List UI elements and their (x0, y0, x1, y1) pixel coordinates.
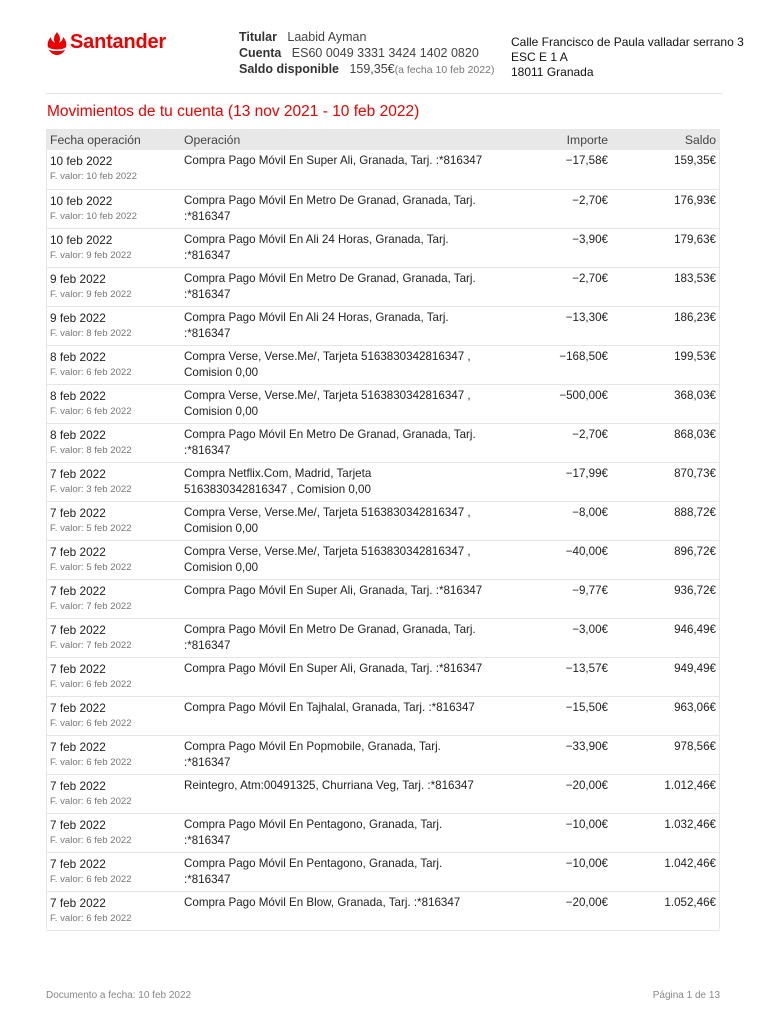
balance-cell: 946,49€ (612, 618, 720, 657)
operation-line-1: Compra Pago Móvil En Metro De Granad, Granada, Tarj. (184, 622, 476, 636)
table-row (46, 150, 720, 189)
operation-line-1: Compra Verse, Verse.Me/, Tarjeta 5163830342816347 , (184, 349, 471, 363)
balance-cell: 936,72€ (612, 579, 720, 618)
operation-date: 7 feb 2022 (50, 895, 106, 910)
operation-date: 7 feb 2022 (50, 856, 106, 871)
date-cell (46, 228, 180, 267)
operation-line-1: Compra Pago Móvil En Super Ali, Granada, Tarj. :*816347 (184, 583, 483, 597)
amount-cell: −168,50€ (520, 345, 612, 384)
table-row (46, 423, 720, 462)
operation-cell (180, 813, 520, 852)
operation-line-2: :*816347 (184, 209, 231, 223)
operation-line-1: Compra Pago Móvil En Pentagono, Granada, Tarj. (184, 817, 443, 831)
amount-cell: −10,00€ (520, 852, 612, 891)
operation-line-2: Comision 0,00 (184, 521, 259, 535)
table-row (46, 228, 720, 267)
table-row (46, 774, 720, 813)
amount-cell: −8,00€ (520, 501, 612, 540)
operation-line-1: Compra Pago Móvil En Popmobile, Granada, Tarj. (184, 739, 441, 753)
operation-line-1: Compra Netflix.Com, Madrid, Tarjeta (184, 466, 372, 480)
operation-cell (180, 267, 520, 306)
santander-logo (46, 30, 186, 60)
page-number: Página 1 de 13 (652, 990, 720, 1001)
amount-cell: −20,00€ (520, 891, 612, 930)
amount-cell: −20,00€ (520, 774, 612, 813)
operation-date: 7 feb 2022 (50, 661, 106, 676)
table-row (46, 540, 720, 579)
balance-cell: 159,35€ (612, 150, 720, 189)
operation-line-2: Comision 0,00 (184, 404, 259, 418)
table-row (46, 735, 720, 774)
holder-value: Laabid Ayman (287, 30, 367, 44)
operation-cell (180, 735, 520, 774)
operation-line-2: Comision 0,00 (184, 560, 259, 574)
date-cell (46, 501, 180, 540)
operation-cell (180, 189, 520, 228)
table-row (46, 696, 720, 735)
table-row (46, 384, 720, 423)
balance-value: 159,35€ (349, 62, 395, 76)
operation-cell (180, 774, 520, 813)
operation-cell (180, 891, 520, 930)
col-header-balance: Saldo (612, 129, 720, 150)
account-label: Cuenta (239, 46, 282, 60)
section-title: Movimientos de tu cuenta (13 nov 2021 - 10 feb 2022) (47, 103, 420, 120)
amount-cell: −13,57€ (520, 657, 612, 696)
operation-cell (180, 345, 520, 384)
value-date: F. valor: 7 feb 2022 (50, 639, 132, 651)
operation-date: 10 feb 2022 (50, 154, 113, 168)
value-date: F. valor: 6 feb 2022 (50, 717, 132, 729)
value-date: F. valor: 9 feb 2022 (50, 249, 132, 261)
operation-date: 8 feb 2022 (50, 427, 106, 442)
table-row (46, 618, 720, 657)
brand-name: Santander (70, 31, 167, 53)
header-divider (46, 93, 722, 94)
operation-date: 7 feb 2022 (50, 700, 106, 715)
balance-cell: 870,73€ (612, 462, 720, 501)
value-date: F. valor: 6 feb 2022 (50, 405, 132, 417)
operation-cell (180, 306, 520, 345)
operation-line-1: Compra Pago Móvil En Ali 24 Horas, Granada, Tarj. (184, 310, 449, 324)
date-cell (46, 813, 180, 852)
holder-label: Titular (239, 30, 277, 44)
col-header-amount: Importe (520, 129, 612, 150)
operation-cell (180, 150, 520, 189)
value-date: F. valor: 5 feb 2022 (50, 522, 132, 534)
operation-line-2: :*816347 (184, 833, 231, 847)
operation-date: 7 feb 2022 (50, 778, 106, 793)
santander-flame-icon (46, 31, 68, 57)
table-row (46, 189, 720, 228)
operation-date: 10 feb 2022 (50, 193, 113, 208)
value-date: F. valor: 6 feb 2022 (50, 834, 132, 846)
postal-address (511, 35, 744, 80)
value-date: F. valor: 9 feb 2022 (50, 288, 132, 300)
operation-cell (180, 384, 520, 423)
value-date: F. valor: 6 feb 2022 (50, 795, 132, 807)
date-cell (46, 267, 180, 306)
date-cell (46, 150, 180, 189)
table-row (46, 501, 720, 540)
date-cell (46, 696, 180, 735)
table-row (46, 306, 720, 345)
date-cell (46, 774, 180, 813)
balance-cell: 179,63€ (612, 228, 720, 267)
operation-date: 7 feb 2022 (50, 505, 106, 520)
operation-line-1: Compra Verse, Verse.Me/, Tarjeta 5163830342816347 , (184, 388, 471, 402)
balance-cell: 1.042,46€ (612, 852, 720, 891)
operation-date: 7 feb 2022 (50, 544, 106, 559)
operation-line-2: :*816347 (184, 638, 231, 652)
amount-cell: −500,00€ (520, 384, 612, 423)
table-row (46, 345, 720, 384)
amount-cell: −17,99€ (520, 462, 612, 501)
table-row (46, 657, 720, 696)
date-cell (46, 540, 180, 579)
operation-date: 8 feb 2022 (50, 388, 106, 403)
col-header-date: Fecha operación (46, 129, 180, 150)
operation-line-1: Compra Pago Móvil En Ali 24 Horas, Granada, Tarj. (184, 232, 449, 246)
amount-cell: −17,58€ (520, 150, 612, 189)
value-date: F. valor: 3 feb 2022 (50, 483, 132, 495)
amount-cell: −2,70€ (520, 267, 612, 306)
operation-cell (180, 228, 520, 267)
document-date: Documento a fecha: 10 feb 2022 (46, 990, 192, 1001)
balance-cell: 1.052,46€ (612, 891, 720, 930)
balance-label: Saldo disponible (239, 62, 340, 76)
operation-line-1: Compra Pago Móvil En Blow, Granada, Tarj. :*816347 (184, 895, 461, 909)
balance-cell: 368,03€ (612, 384, 720, 423)
operation-date: 7 feb 2022 (50, 583, 106, 598)
operation-cell (180, 423, 520, 462)
date-cell (46, 618, 180, 657)
value-date: F. valor: 6 feb 2022 (50, 366, 132, 378)
operation-line-1: Compra Pago Móvil En Metro De Granad, Granada, Tarj. (184, 193, 476, 207)
date-cell (46, 423, 180, 462)
operation-line-2: :*816347 (184, 248, 231, 262)
date-cell (46, 462, 180, 501)
balance-cell: 1.012,46€ (612, 774, 720, 813)
account-number: ES60 0049 3331 3424 1402 0820 (291, 46, 479, 60)
amount-cell: −3,90€ (520, 228, 612, 267)
value-date: F. valor: 6 feb 2022 (50, 873, 132, 885)
operation-cell (180, 618, 520, 657)
amount-cell: −2,70€ (520, 189, 612, 228)
operation-line-1: Reintegro, Atm:00491325, Churriana Veg, Tarj. :*816347 (184, 778, 474, 792)
address-line-2: ESC E 1 A (511, 50, 568, 64)
value-date: F. valor: 6 feb 2022 (50, 912, 132, 924)
operation-line-1: Compra Pago Móvil En Super Ali, Granada, Tarj. :*816347 (184, 661, 483, 675)
date-cell (46, 891, 180, 930)
table-row (46, 852, 720, 891)
amount-cell: −15,50€ (520, 696, 612, 735)
balance-cell: 978,56€ (612, 735, 720, 774)
col-header-operation: Operación (180, 129, 520, 150)
operation-cell (180, 501, 520, 540)
balance-cell: 868,03€ (612, 423, 720, 462)
operation-line-1: Compra Pago Móvil En Tajhalal, Granada, Tarj. :*816347 (184, 700, 475, 714)
operation-line-2: Comision 0,00 (184, 365, 259, 379)
operation-line-1: Compra Verse, Verse.Me/, Tarjeta 5163830342816347 , (184, 544, 471, 558)
value-date: F. valor: 8 feb 2022 (50, 327, 132, 339)
operation-line-1: Compra Pago Móvil En Metro De Granad, Granada, Tarj. (184, 427, 476, 441)
operation-cell (180, 696, 520, 735)
operation-date: 10 feb 2022 (50, 232, 113, 247)
balance-cell: 963,06€ (612, 696, 720, 735)
account-info (239, 29, 494, 78)
operation-cell (180, 657, 520, 696)
balance-cell: 1.032,46€ (612, 813, 720, 852)
balance-cell: 888,72€ (612, 501, 720, 540)
table-header-row (46, 129, 720, 150)
operation-date: 8 feb 2022 (50, 349, 106, 364)
balance-cell: 183,53€ (612, 267, 720, 306)
balance-cell: 186,23€ (612, 306, 720, 345)
date-cell (46, 189, 180, 228)
operation-date: 9 feb 2022 (50, 310, 106, 325)
balance-cell: 949,49€ (612, 657, 720, 696)
amount-cell: −2,70€ (520, 423, 612, 462)
operation-date: 7 feb 2022 (50, 622, 106, 637)
operation-line-2: :*816347 (184, 287, 231, 301)
operation-cell (180, 852, 520, 891)
amount-cell: −13,30€ (520, 306, 612, 345)
date-cell (46, 735, 180, 774)
amount-cell: −10,00€ (520, 813, 612, 852)
operation-date: 7 feb 2022 (50, 466, 106, 481)
balance-cell: 176,93€ (612, 189, 720, 228)
operation-date: 9 feb 2022 (50, 271, 106, 286)
balance-cell: 199,53€ (612, 345, 720, 384)
operation-line-1: Compra Pago Móvil En Metro De Granad, Granada, Tarj. (184, 271, 476, 285)
date-cell (46, 384, 180, 423)
operation-date: 7 feb 2022 (50, 739, 106, 754)
date-cell (46, 852, 180, 891)
operation-line-2: :*816347 (184, 755, 231, 769)
operation-line-1: Compra Pago Móvil En Pentagono, Granada, Tarj. (184, 856, 443, 870)
balance-note: (a fecha 10 feb 2022) (394, 64, 495, 76)
value-date: F. valor: 8 feb 2022 (50, 444, 132, 456)
operation-cell (180, 462, 520, 501)
table-row (46, 267, 720, 306)
operation-cell (180, 540, 520, 579)
operation-line-2: :*816347 (184, 872, 231, 886)
address-line-3: 18011 Granada (511, 65, 594, 79)
value-date: F. valor: 7 feb 2022 (50, 600, 132, 612)
table-row (46, 891, 720, 930)
operation-line-2: 5163830342816347 , Comision 0,00 (184, 482, 371, 496)
operation-line-1: Compra Verse, Verse.Me/, Tarjeta 5163830342816347 , (184, 505, 471, 519)
amount-cell: −9,77€ (520, 579, 612, 618)
date-cell (46, 579, 180, 618)
value-date: F. valor: 5 feb 2022 (50, 561, 132, 573)
address-line-1: Calle Francisco de Paula valladar serrano 3 (511, 35, 744, 49)
operation-date: 7 feb 2022 (50, 817, 106, 832)
date-cell (46, 306, 180, 345)
value-date: F. valor: 6 feb 2022 (50, 756, 132, 768)
operation-line-2: :*816347 (184, 326, 231, 340)
value-date: F. valor: 6 feb 2022 (50, 678, 132, 690)
operation-line-2: :*816347 (184, 443, 231, 457)
operation-cell (180, 579, 520, 618)
balance-cell: 896,72€ (612, 540, 720, 579)
table-row (46, 462, 720, 501)
amount-cell: −33,90€ (520, 735, 612, 774)
table-row (46, 813, 720, 852)
value-date: F. valor: 10 feb 2022 (50, 171, 137, 182)
table-row (46, 579, 720, 618)
amount-cell: −40,00€ (520, 540, 612, 579)
date-cell (46, 657, 180, 696)
value-date: F. valor: 10 feb 2022 (50, 210, 137, 222)
date-cell (46, 345, 180, 384)
operation-line-1: Compra Pago Móvil En Super Ali, Granada, Tarj. :*816347 (184, 154, 483, 167)
amount-cell: −3,00€ (520, 618, 612, 657)
movements-table (46, 129, 720, 931)
